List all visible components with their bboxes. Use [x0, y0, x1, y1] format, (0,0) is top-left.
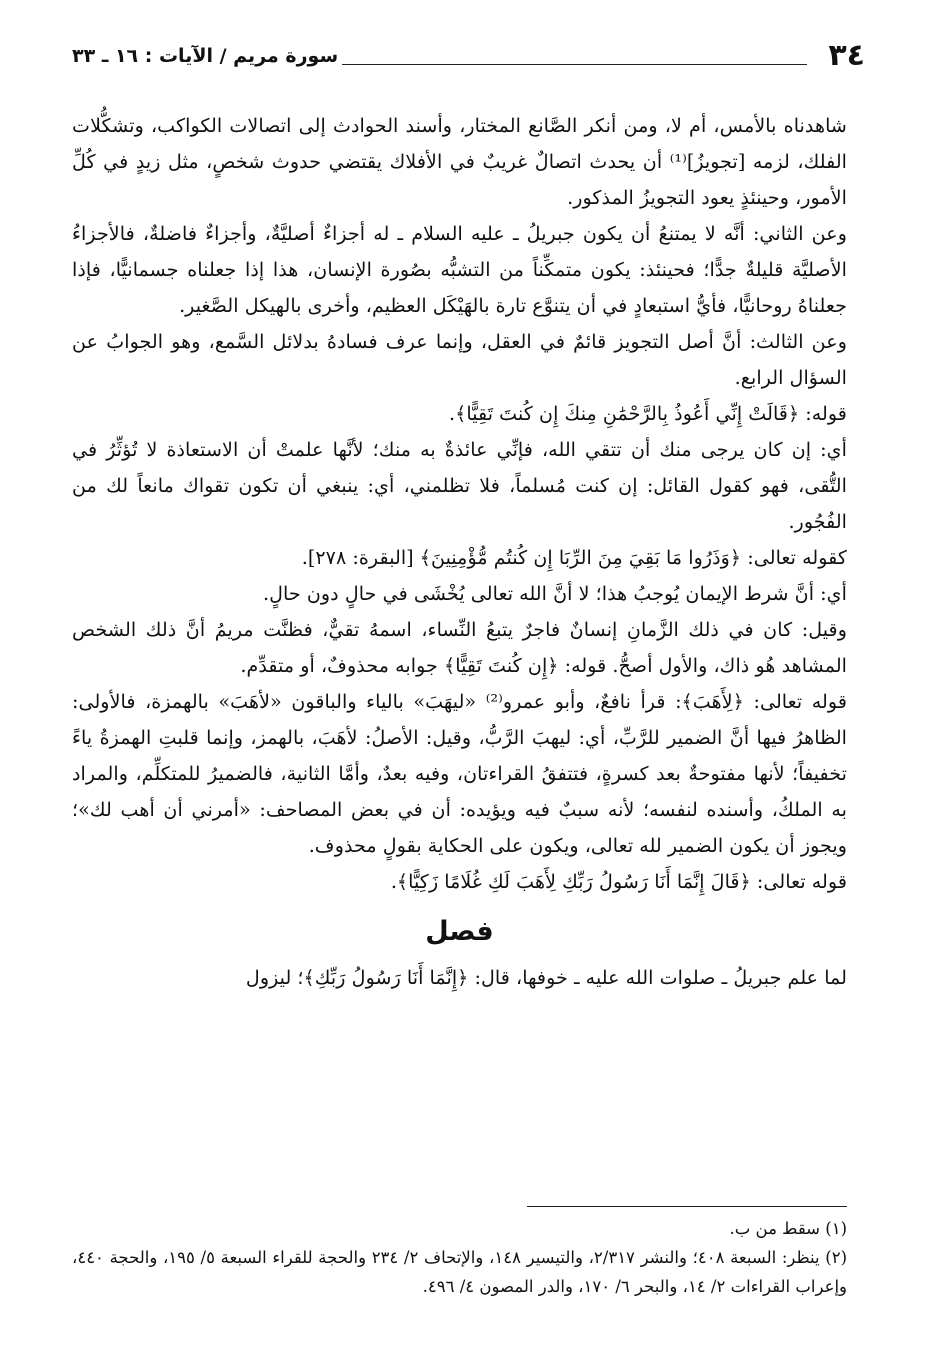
paragraph: أي: أنَّ شرط الإيمان يُوجبُ هذا؛ لا أنَّ الله تعالى يُخْشَى في حالٍ دون حالٍ. — [262, 582, 847, 605]
section-heading: فصل — [425, 916, 494, 947]
footnote: (١) سقط من ب. — [729, 1219, 847, 1238]
paragraph: وعن الثالث: أنَّ أصل التجويز قائمٌ في العقل، وإنما عرف فسادهُ بدلائل السَّمع، وهو الجوابُ عن السؤال الرابع. — [72, 330, 847, 389]
footnote: (٢) ينظر: السبعة ٤٠٨؛ والنشر ٢/٣١٧، والتيسير ١٤٨، والإتحاف ٢/ ٢٣٤ والحجة للقراء السبعة ٥/ ١٩٥، والحجة ٤٤٠، وإعراب القراءات ٢/ ١٤، والبحر ٦/ ١٧٠، والدر المصون ٤/ ٤٩٦. — [72, 1248, 848, 1296]
paragraph: وقيل: كان في ذلك الزَّمانِ إنسانٌ فاجرٌ يتبعُ النِّساء، اسمهُ تقيٌّ، فظنَّت مريمُ أنَّ ذلك الشخص المشاهد هُو ذاك، والأول أصحُّ. قوله: ﴿إِن كُنتَ تَقِيًّا﴾ جوابه محذوفٌ، أو متقدِّم. — [72, 618, 847, 677]
paragraph: لما علم جبريلُ ـ صلوات الله عليه ـ خوفها، قال: ﴿إِنَّمَا أَنَا رَسُولُ رَبِّكِ﴾؛ ليزول — [245, 966, 847, 989]
footnotes — [72, 1214, 847, 1301]
paragraph: قوله تعالى: ﴿لِأَهَبَ﴾: قرأ نافعٌ، وأبو عمرو⁽²⁾ «ليهَبَ» بالياء والباقون «لأهَبَ» بالهمزة، فالأولى: الظاهرُ فيها أنَّ الضمير للرَّبِّ، أي: ليهبَ الرَّبُّ، وقيل: الأصلُ: لأهَبَ، بالهمز، وإنما قلبتِ الهمزةُ ياءً تخفيفاً؛ لأنها مفتوحةٌ بعد كسرةٍ، فتتفقُ القراءتان، وفيه بعدٌ، وأمَّا الثانية، فالضميرُ للمتكلِّم، والمراد به الملكُ، وأسنده لنفسه؛ لأنه سببٌ فيه ويؤيده: أن في بعض المصاحف: «أمرني أن أهب لك»؛ ويجوز أن يكون الضمير لله تعالى، ويكون على الحكاية بقولٍ محذوف. — [72, 690, 847, 857]
main-text — [72, 108, 847, 996]
quran-quote-paragraph: قوله: ﴿قَالَتْ إِنِّي أَعُوذُ بِالرَّحْمَٰنِ مِنكَ إِن كُنتَ تَقِيًّا﴾. — [449, 402, 847, 425]
page-header — [72, 36, 865, 76]
paragraph: شاهدناه بالأمس، أم لا، ومن أنكر الصَّانع المختار، وأسند الحوادث إلى اتصالات الكواكب، وتشكُّلات الفلك، لزمه [تجويزُ]⁽¹⁾ أن يحدث اتصالٌ غريبٌ في الأفلاك يقتضي حدوث شخصٍ، مثل زيدٍ في كُلِّ الأمور، وحينئذٍ يعود التجويزُ المذكور. — [72, 114, 847, 209]
header-rule — [342, 64, 807, 65]
paragraph: أي: إن كان يرجى منك أن تتقي الله، فإنِّي عائذةٌ به منك؛ لأنَّها علمتْ أن الاستعاذة لا تُؤثِّرُ في التُّقى، فهو كقول القائل: إن كنت مُسلماً، فلا تظلمني، أي: ينبغي أن تكون تقواك مانعاً لك من الفُجُور. — [72, 438, 847, 533]
quran-quote-paragraph: قوله تعالى: ﴿قَالَ إِنَّمَا أَنَا رَسُولُ رَبِّكِ لِأَهَبَ لَكِ غُلَامًا زَكِيًّا﴾. — [390, 870, 847, 893]
page-number: ٣٤ — [828, 38, 865, 73]
running-title: سورة مريم / الآيات : ١٦ ـ ٣٣ — [72, 45, 339, 67]
footnote-separator — [527, 1206, 847, 1207]
quran-quote-paragraph: كقوله تعالى: ﴿وَذَرُوا مَا بَقِيَ مِنَ الرِّبَا إِن كُنتُم مُّؤْمِنِينَ﴾ [البقرة: ٢٧٨]. — [301, 546, 847, 569]
paragraph: وعن الثاني: أنَّه لا يمتنعُ أن يكون جبريلُ ـ عليه السلام ـ له أجزاءٌ أصليَّةٌ، وأجزاءٌ فاضلةٌ، فالأجزاءُ الأصليَّة قليلةٌ جدًّا؛ فحينئذ: يكون متمكِّناً من التشبُّه بصُورة الإنسان، هذا إذا جعلناه جسمانيًّا، فإذا جعلناهُ روحانيًّا، فأيُّ استبعادٍ في أن يتنوَّع تارة بالهَيْكَل العظيم، وأخرى بالهيكل الصَّغير. — [72, 222, 847, 317]
